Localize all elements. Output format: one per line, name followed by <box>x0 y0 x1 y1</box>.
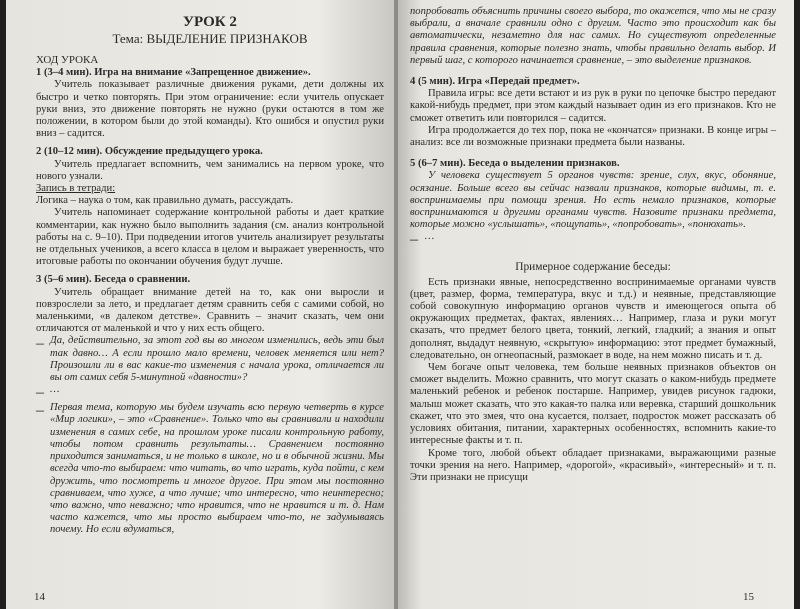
lesson-title: УРОК 2 <box>183 14 237 30</box>
dialogue-line-3 <box>36 402 384 536</box>
dash-mark: – <box>410 231 418 249</box>
notebook-label: Запись в тетради: <box>36 183 116 195</box>
dialogue-line-1 <box>36 335 384 384</box>
dialogue-text-3: Первая тема, которую мы будем изучать всю первую четверть в курсе «Мир логики», – это «Сравнение». Только что вы сравнивали и находили изменения в самих себе, на прошлом уроке писали контрольную работу, чтобы потом сравнить результаты… Сравнением постоянно приходится заниматься, и не только в школе, но и в обычной жизни. Мы всегда что-то выбираем: что читать, во что играть, куда пойти, с кем дружить, что посмотреть и многое другое. При этом мы постоянно сравниваем, что хуже, а что лучше; что интересно, что неинтересно; что важно, что неважно; что нравится, что не нравится и т. д. Нам часто кажется, что мы просто выбираем что-то, не задумываясь почему. Но если вдуматься, <box>50 402 384 536</box>
section-5-heading: 5 (6–7 мин). Беседа о выделении признаков. <box>410 158 620 170</box>
lesson-theme: Тема: ВЫДЕЛЕНИЕ ПРИЗНАКОВ <box>112 31 308 46</box>
page-number-left: 14 <box>34 591 45 603</box>
section-4-text: Правила игры: все дети встают и из рук в руки по цепочке быстро передают какой-нибудь предмет, при этом каждый называет один из его признаков. Кто не сможет ответить или повторился – садится. <box>410 88 776 124</box>
page-number-right: 15 <box>743 591 754 603</box>
right-page <box>398 0 794 609</box>
section-3-text: Учитель обращает внимание детей на то, как они выросли и повзрослели за лето, и предлагает детям сравнить себя с самими собой, но маленькими, «в далеком детстве». Сравнить – значит сказать, чем они отличаются от маленькой и что у них есть общего. <box>36 286 384 335</box>
section-3-heading: 3 (5–6 мин). Беседа о сравнении. <box>36 274 191 286</box>
dash-mark: – <box>36 402 44 420</box>
notebook-text: Логика – наука о том, как правильно думать, рассуждать. <box>36 195 294 207</box>
course-label: ХОД УРОКА <box>36 54 99 66</box>
section-5-text: У человека существует 5 органов чувств: зрение, слух, вкус, обоняние, осязание. Больше всего вы сейчас назвали признаков, которые видимы, т. е. воспринимаемы при помощи зрения. Но есть немало признаков, которые воспринимаются и другими органами чувств. Назовите признаки предмета, которые можно «услышать», «пощупать», «попробовать», «понюхать». <box>410 170 776 231</box>
section-4-heading: 4 (5 мин). Игра «Передай предмет». <box>410 76 580 88</box>
continued-text: попробовать объяснить причины своего выбора, то окажется, что мы не сразу выбрали, а вначале сравнили одно с другим. Часто это происходит как бы автоматически, незаметно для нас самих. Но существуют определенные правила сравнения, которые полезно знать, чтобы правильно делать выбор. И первый шаг, с которого начинается сравнение, – это выделение признаков. <box>410 6 776 66</box>
sample-title: Примерное содержание беседы: <box>515 261 671 274</box>
dash-mark: – <box>36 384 44 402</box>
dialogue-text-2: … <box>50 384 60 396</box>
dialogue-line-2 <box>36 384 384 402</box>
left-page <box>6 0 396 609</box>
dialogue-text-r: … <box>424 231 435 243</box>
section-2-heading: 2 (10–12 мин). Обсуждение предыдущего урока. <box>36 146 263 158</box>
section-1-text: Учитель показывает различные движения руками, дети должны их быстро и четко повторять. При этом ограничение: если учитель опускает руки вниз, это движение повторять не нужно (руки остаются в том же положении, в котором были до этой команды). Кто ошибся и опустил руки вниз – садится. <box>36 79 384 140</box>
dash-mark: – <box>36 335 44 353</box>
sample-text-2: Чем богаче опыт человека, тем больше неявных признаков объектов он сможет выделить. Можно сравнить, что могут сказать о каком-нибудь предмете маленький ребенок и ребенок постарше. Например, увидев рисунок гадюки, малыш может сказать, что это какая-то палка или веревка, старший дошкольник скажет, что это змея, что она кусается, ползает, подросток может рассказать об условиях обитания, питании, характерных особенностях, вспомнить какие-то интересные факты и т. п. <box>410 362 776 447</box>
section-1-heading: 1 (3–4 мин). Игра на внимание «Запрещенное движение». <box>36 67 311 79</box>
section-2-text: Учитель предлагает вспомнить, чем занимались на первом уроке, что нового узнали. <box>36 158 384 182</box>
dialogue-line-r <box>410 231 776 249</box>
sample-text-3: Кроме того, любой объект обладает признаками, выражающими разные точки зрения на него. Например, «дорогой», «красивый», «интересный» и т. п. Эти признаки не присущи <box>410 447 776 483</box>
sample-text-1: Есть признаки явные, непосредственно воспринимаемые органами чувств (цвет, размер, форма, температура, вкус и т.д.) и неявные, представляющие собой совокупную информацию органов чувств и имеющегося опыта об окружающих предметах, фактах, явлениях… Например, глаза и руки могут сказать, что предмет белого цвета, тонкий, легкий, гладкий; а знания и опыт дополнят, выдадут неявную, «скрытую» информацию: этот предмет бумажный, следовательно, он огнеопасный, размокает в воде, на нем можно писать и т. д. <box>410 276 776 361</box>
section-4-text2: Игра продолжается до тех пор, пока не «кончатся» признаки. В конце игры – анализ: все ли возможные признаки предмета были названы. <box>410 124 776 149</box>
dialogue-text-1: Да, действительно, за этот год вы во многом изменились, ведь эти был так давно… А если прошло мало времени, человек меняется или нет? Произошли ли в вас какие-то изменения с начала урока, отличается ли вы от самих себя 5-минутной «давности»? <box>50 335 384 384</box>
section-2-text2: Учитель напоминает содержание контрольной работы и дает краткие комментарии, как нужно было выполнить задания (см. анализ контрольной работы на с. 9–10). При подведении итогов учитель анализирует результаты не отдельных учеников, а всего класса в целом и выражает уверенность, что итоговые работы по окончании обучения будут лучше. <box>36 207 384 268</box>
